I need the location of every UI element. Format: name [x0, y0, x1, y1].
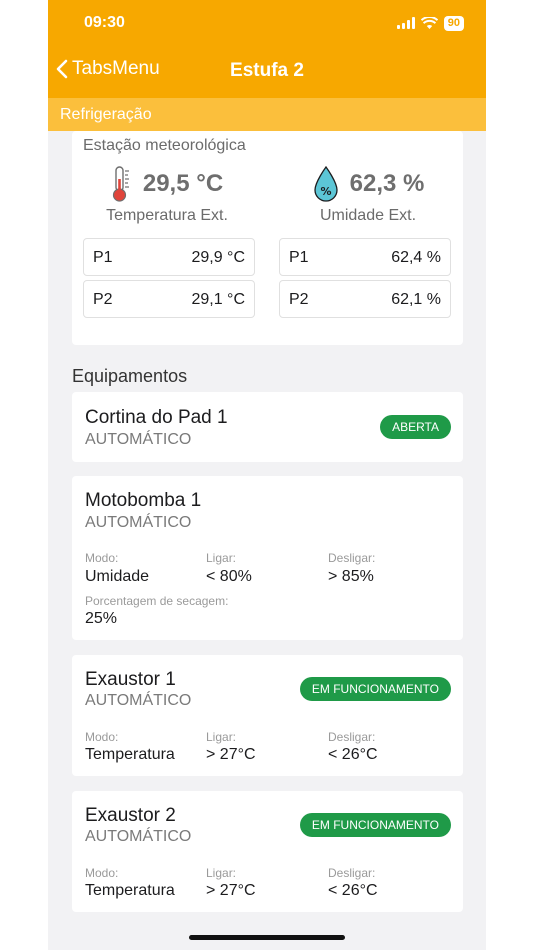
equipment-mode: AUTOMÁTICO [85, 431, 192, 448]
status-badge: EM FUNCIONAMENTO [300, 813, 451, 837]
temperature-point-p2 [83, 280, 255, 318]
humidity-point-p2 [279, 280, 451, 318]
status-time: 09:30 [84, 14, 125, 31]
battery-icon: 90 [444, 16, 464, 31]
status-badge: EM FUNCIONAMENTO [300, 677, 451, 701]
drying-percentage-value: 25% [85, 610, 118, 627]
signal-icon [397, 17, 415, 29]
mode-label: Modo: [85, 866, 119, 880]
turn-off-value: > 85% [328, 568, 374, 585]
turn-off-value: < 26°C [328, 882, 378, 899]
equipment-mode: AUTOMÁTICO [85, 514, 192, 531]
mode-label: Modo: [85, 730, 119, 744]
svg-text:%: % [320, 185, 332, 198]
equipment-card-cortina[interactable] [72, 392, 463, 462]
turn-on-label: Ligar: [206, 551, 237, 565]
point-value: 29,1 °C [191, 291, 245, 308]
temperature-label: Temperatura Ext. [106, 207, 228, 224]
water-drop-percent-icon [312, 165, 340, 203]
page-title: Estufa 2 [230, 60, 304, 81]
humidity-metric [273, 165, 463, 225]
equipment-name: Cortina do Pad 1 [85, 407, 228, 428]
wifi-icon [421, 17, 438, 29]
point-name: P1 [289, 249, 309, 266]
equipment-card-exaustor-2[interactable] [72, 791, 463, 912]
mode-value: Temperatura [85, 746, 175, 763]
temperature-metric [72, 165, 262, 225]
turn-on-value: > 27°C [206, 746, 256, 763]
point-name: P2 [93, 291, 113, 308]
equipment-name: Exaustor 2 [85, 805, 176, 826]
temperature-value: 29,5 °C [142, 170, 224, 197]
back-label: TabsMenu [72, 58, 160, 79]
header [48, 0, 486, 98]
turn-off-label: Desligar: [328, 551, 376, 565]
phone-screen [48, 0, 486, 950]
thermometer-icon [111, 165, 133, 203]
back-button[interactable] [56, 58, 160, 80]
turn-off-label: Desligar: [328, 730, 376, 744]
humidity-label: Umidade Ext. [319, 207, 417, 224]
weather-station-title: Estação meteorológica [83, 137, 246, 154]
temperature-point-p1 [83, 238, 255, 276]
chevron-left-icon [56, 59, 68, 79]
equipment-mode: AUTOMÁTICO [85, 828, 192, 845]
turn-on-label: Ligar: [206, 730, 237, 744]
status-badge: ABERTA [380, 415, 451, 439]
mode-value: Temperatura [85, 882, 175, 899]
equipment-name: Motobomba 1 [85, 490, 202, 511]
turn-on-label: Ligar: [206, 866, 237, 880]
equipment-card-exaustor-1[interactable] [72, 655, 463, 776]
turn-off-label: Desligar: [328, 866, 376, 880]
drying-percentage-label: Porcentagem de secagem: [85, 594, 229, 608]
equipment-heading: Equipamentos [72, 366, 188, 386]
humidity-point-p1 [279, 238, 451, 276]
turn-on-value: < 80% [206, 568, 252, 585]
home-indicator[interactable] [189, 935, 345, 940]
mode-label: Modo: [85, 551, 119, 565]
equipment-mode: AUTOMÁTICO [85, 692, 192, 709]
point-value: 62,1 % [391, 291, 441, 308]
equipment-card-motobomba[interactable] [72, 476, 463, 640]
turn-off-value: < 26°C [328, 746, 378, 763]
section-title: Refrigeração [48, 98, 486, 131]
point-value: 29,9 °C [191, 249, 245, 266]
status-icons [397, 14, 464, 32]
humidity-value: 62,3 % [349, 170, 425, 197]
point-name: P2 [289, 291, 309, 308]
point-value: 62,4 % [391, 249, 441, 266]
equipment-name: Exaustor 1 [85, 669, 176, 690]
turn-on-value: > 27°C [206, 882, 256, 899]
point-name: P1 [93, 249, 113, 266]
weather-station-card [72, 131, 463, 345]
mode-value: Umidade [85, 568, 150, 585]
